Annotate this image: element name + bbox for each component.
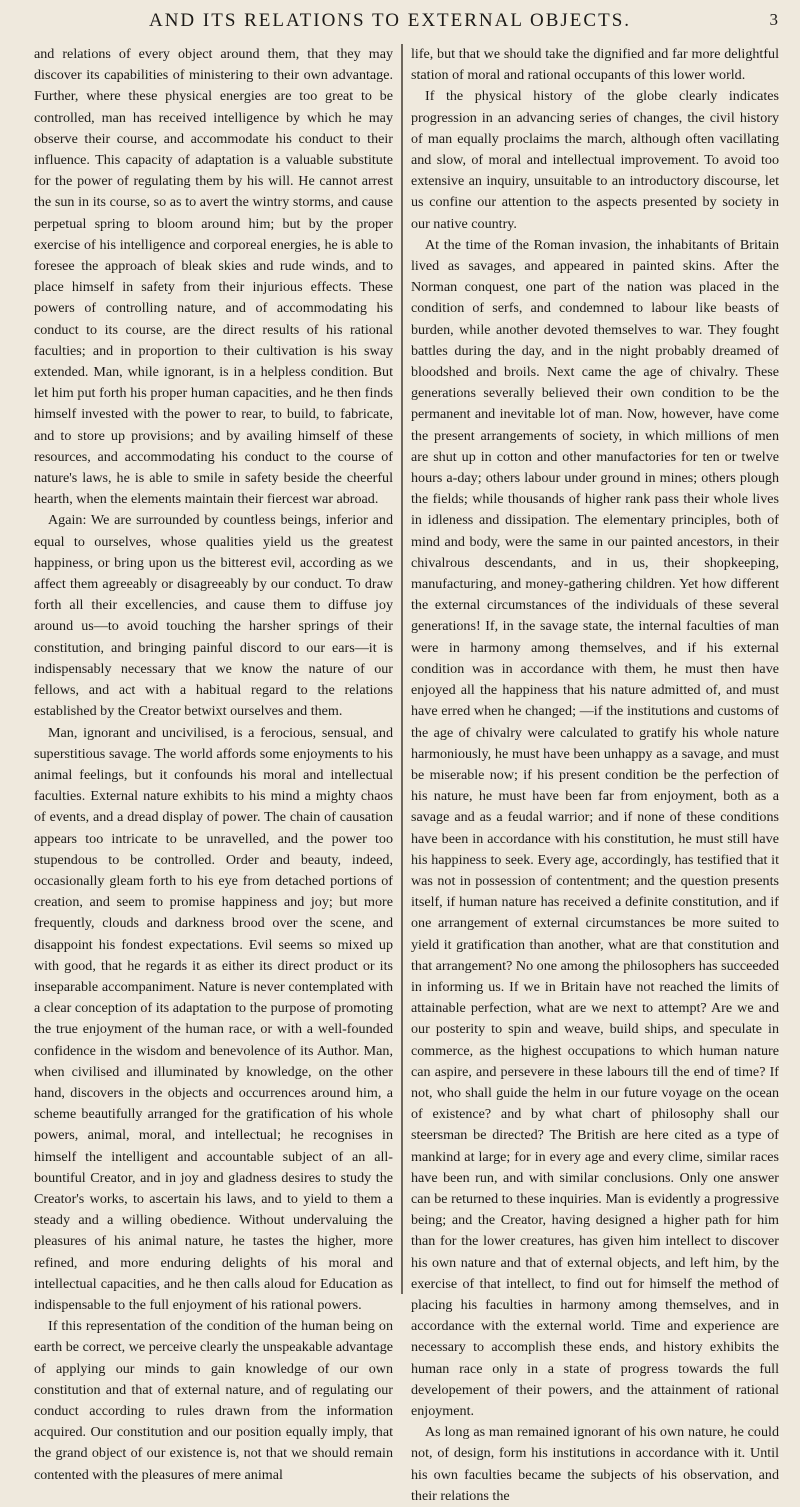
paragraph: life, but that we should take the dignified and far more delightful station of moral and rational occupants of this lower world. [411, 46, 779, 84]
running-title: AND ITS RELATIONS TO EXTERNAL OBJECTS. [148, 10, 632, 31]
paragraph: As long as man remained ignorant of his own nature, he could not, of design, form his institutions in accordance with it. Until his own faculties became the subjects of his observation, and their relations the [411, 1424, 779, 1504]
paragraph: At the time of the Roman invasion, the inhabitants of Britain lived as savages, and appeared in painted skins. After the Norman conquest, one part of the nation was placed in the condition of serfs, and condemned to labour like beasts of burden, while another devoted themselves to war. They fought battles during the day, and in the night probably dreamed of bloodshed and broils. Next came the age of chivalry. These generations severally believed their own condition to be the permanent and inevitable lot of man. Now, however, have come the present arrangements of society, in which millions of men are shut up in cotton and other manufactories for ten or twelve hours a-day; others labour under ground in mines; others plough the fields; while thousands of higher rank pass their whole lives in idleness and dissipation. The elementary principles, both of mind and body, were the same in our painted ancestors, in their chivalrous descendants, and in us, their shopkeeping, manufacturing, and money-gathering children. Yet how different the external circumstances of the individuals of these several generations! If, in the savage state, the internal faculties of man were in harmony among themselves, and if his external condition was in accordance with them, he must then have enjoyed all the happiness that his nature admitted of, and must have erred when he changed; —if the institutions and customs of the age of chivalry were calculated to gratify his whole nature harmoniously, he must have been unhappy as a savage, and must be miserable now; if his present condition be the perfection of his nature, he must have been far from enjoyment, both as a savage and as a feudal warrior; and if none of these conditions have been in accordance with his constitution, he must still have his happiness to seek. Every age, accordingly, has testified that it was not in possession of contentment; and the question presents itself, if human nature has received a definite constitution, and if one arrangement of external circumstances be more suited to yield it gratification than another, what are that constitution and that arrangement? No one among the philosophers has succeeded in informing us. If we in Britain have not reached the limits of attainable perfection, what are we next to attempt? Are we and our posterity to spin and weave, build ships, and speculate in commerce, as the highest occupations to which human nature can aspire, and persevere in these labours till the end of time? If not, who shall guide the helm in our future voyage on the ocean of existence? and by what chart of philosophy shall our steersman be directed? The British are here cited as a type of mankind at large; for in every age and every clime, similar races have been run, and with similar conclusions. Only one answer can be returned to these inquiries. Man is evidently a progressive being; and the Creator, having designed a higher path for him than for the lower creatures, has given him intellect to discover his own nature and that of external objects, and left him, by the exercise of that intellect, to find out for himself the method of placing his faculties in harmony among themselves, and in accordance with the external world. Time and experience are necessary to accomplish these ends, and history exhibits the human race only in a state of progress towards the full developement of their powers, and the attainment of rational enjoyment. [411, 236, 779, 1419]
paragraph: and relations of every object around them, that they may discover its capabilities of ministering to their own advantage. Further, where these physical energies are too great to be controlled, man has received intelligence by which he may observe their course, and accommodate his conduct to their influence. This capacity of adaptation is a valuable substitute for the power of regulating them by his will. He cannot arrest the sun in its course, so as to avert the wintry storms, and cause perpetual spring to bloom around him; but by the proper exercise of his intelligence and corporeal energies, he is able to foresee the approach of bleak skies and rude winds, and to place himself in safety from their injurious effects. These powers of controlling nature, and of accommodating his conduct to its course, are the direct results of his rational faculties; and in proportion to their cultivation is his sway extended. Man, while ignorant, is in a helpless condition. But let him put forth his proper human capacities, and he then finds himself invested with the power to rear, to build, to fabricate, and to store up provisions; and by availing himself of these resources, and accommodating his conduct to the course of nature's laws, he is able to smile in safety beside the cheerful hearth, when the elements maintain their fiercest war abroad. [34, 46, 393, 508]
text-columns [22, 44, 782, 1504]
running-head [0, 10, 800, 36]
column-divider [401, 44, 403, 1294]
paragraph: If this representation of the condition of the human being on earth be correct, we perceive clearly the unspeakable advantage of applying our minds to gain knowledge of our own constitution and that of external nature, and of regulating our conduct according to rules drawn from the information acquired. Our constitution and our position equally imply, that the grand object of our existence is, not that we should remain contented with the pleasures of mere animal [34, 1318, 393, 1483]
left-column [22, 44, 396, 1483]
paragraph: Again: We are surrounded by countless beings, inferior and equal to ourselves, whose qualities yield us the greatest happiness, or bring upon us the bitterest evil, according as we affect them agreeably or disagreeably by our conduct. To draw forth all their excellencies, and cause them to diffuse joy around us—to avoid touching the harsher springs of their constitution, and bringing painful discord to our ears—it is indispensably necessary that we know the nature of our fellows, and act with a habitual regard to the relations established by the Creator betwixt ourselves and them. [34, 512, 393, 720]
paragraph: Man, ignorant and uncivilised, is a ferocious, sensual, and superstitious savage. The world affords some enjoyments to his animal feelings, but it confounds his moral and intellectual faculties. External nature exhibits to his mind a mighty chaos of events, and a dread display of power. The chain of causation appears too intricate to be unravelled, and the power too stupendous to be controlled. Order and beauty, indeed, occasionally gleam forth to his eye from detached portions of creation, and seem to promise happiness and joy; but more frequently, clouds and darkness brood over the scene, and disappoint his fondest expectations. Evil seems so mixed up with good, that he regards it as either its direct product or its inseparable accompaniment. Nature is never contemplated with a clear conception of its adaptation to the purpose of promoting the true enjoyment of the human race, or with a well-founded confidence in the wisdom and benevolence of its Author. Man, when civilised and illuminated by knowledge, on the other hand, discovers in the objects and occurrences around him, a scheme beautifully arranged for the gratification of his whole powers, animal, moral, and intellectual; he recognises in himself the intelligent and accountable subject of an all-bountiful Creator, and in joy and gladness desires to study the Creator's works, to ascertain his laws, and to yield to them a steady and a willing obedience. Without undervaluing the pleasures of his animal nature, he tastes the higher, more refined, and more enduring delights of his moral and intellectual capacities, and he then calls aloud for Education as indispensable to the full enjoyment of his rational powers. [34, 724, 393, 1313]
right-column [408, 44, 782, 1504]
paragraph: If the physical history of the globe clearly indicates progression in an advancing series of changes, the civil history of man equally proclaims the march, although often vacillating and slow, of moral and intellectual improvement. To avoid too extensive an inquiry, unsuitable to an introductory discourse, let us confine our attention to the aspects presented by society in our native country. [411, 88, 779, 232]
page-number: 3 [769, 10, 778, 29]
